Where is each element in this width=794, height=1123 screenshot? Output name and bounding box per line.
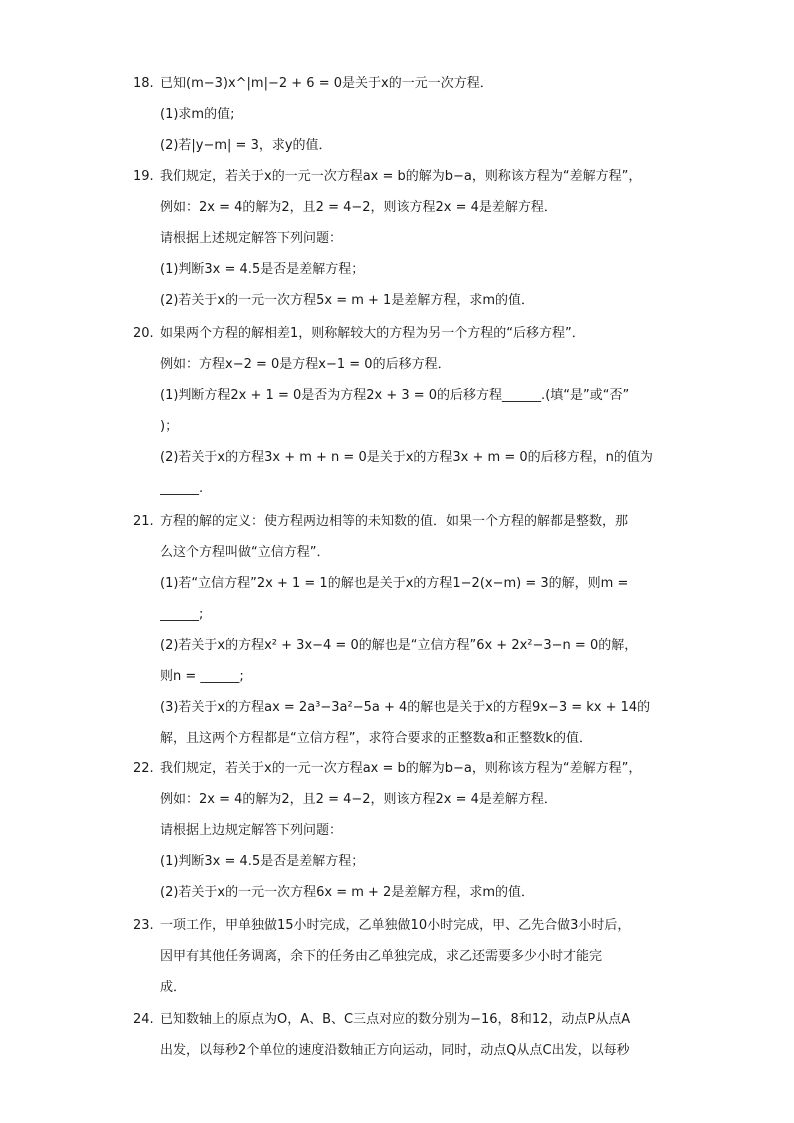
problem-text-line: 一项工作，甲单独做15小时完成，乙单独做10小时完成，甲、乙先合做3小时后， [160, 918, 631, 933]
problem-text-line: (1)判断3x = 4.5是否是差解方程； [160, 262, 365, 277]
problem-text-line: 因甲有其他任务调离，余下的任务由乙单独完成，求乙还需要多少小时才能完 [160, 949, 603, 964]
problem-text-line: 则n = ______; [160, 669, 244, 684]
problem-text-line: (2)若关于x的方程x² + 3x−4 = 0的解也是“立信方程”6x + 2x²−3−n = 0的解， [160, 638, 638, 653]
problem-text-line: )； [160, 419, 179, 434]
problem-text-line: 例如：2x = 4的解为2，且2 = 4−2，则该方程2x = 4是差解方程． [160, 792, 557, 807]
problem-text-line: (2)若关于x的一元一次方程5x = m + 1是差解方程，求m的值． [160, 293, 534, 308]
problem-number: 24. [133, 1012, 154, 1027]
problem-text-line: (1)求m的值; [160, 107, 235, 122]
problem-number: 20. [133, 326, 154, 341]
problem-text-line: 我们规定，若关于x的一元一次方程ax = b的解为b−a，则称该方程为“差解方程”， [160, 761, 642, 776]
problem-number: 21. [133, 514, 154, 529]
problem-text-line: 已知(m−3)x^|m|−2 + 6 = 0是关于x的一元一次方程． [160, 76, 493, 91]
problem-text-line: (2)若|y−m| = 3，求y的值． [160, 138, 332, 153]
problem-text-line: ______. [160, 481, 204, 496]
problem-text-line: 例如：2x = 4的解为2，且2 = 4−2，则该方程2x = 4是差解方程． [160, 200, 557, 215]
problem-text-line: 请根据上边规定解答下列问题： [160, 823, 343, 838]
problem-text-line: 成． [160, 980, 187, 995]
problem-text-line: ______; [160, 607, 204, 622]
problem-number: 18. [133, 76, 154, 91]
problem-text-line: 方程的解的定义：使方程两边相等的未知数的值．如果一个方程的解都是整数，那 [160, 514, 629, 529]
problem-number: 19. [133, 169, 154, 184]
problem-text-line: (3)若关于x的方程ax = 2a³−3a²−5a + 4的解也是关于x的方程9x−3 = kx + 14的 [160, 700, 651, 715]
problem-text-line: (1)判断3x = 4.5是否是差解方程； [160, 854, 365, 869]
problem-text-line: 如果两个方程的解相差1，则称解较大的方程为另一个方程的“后移方程”． [160, 326, 585, 341]
problem-number: 23. [133, 918, 154, 933]
problem-text-line: 例如：方程x−2 = 0是方程x−1 = 0的后移方程． [160, 357, 451, 372]
problem-text-line: 解，且这两个方程都是“立信方程”，求符合要求的正整数a和正整数k的值． [160, 731, 592, 746]
problem-text-line: 么这个方程叫做“立信方程”． [160, 545, 330, 560]
problem-text-line: 已知数轴上的原点为O，A、B、C三点对应的数分别为−16，8和12，动点P从点A [160, 1012, 631, 1027]
problem-text-line: (1)判断方程2x + 1 = 0是否为方程2x + 3 = 0的后移方程______.(填“是”或“否” [160, 388, 630, 403]
problem-text-line: (2)若关于x的一元一次方程6x = m + 2是差解方程，求m的值． [160, 885, 534, 900]
problem-text-line: (2)若关于x的方程3x + m + n = 0是关于x的方程3x + m = 0的后移方程，n的值为 [160, 450, 653, 465]
problem-text-line: (1)若“立信方程”2x + 1 = 1的解也是关于x的方程1−2(x−m) = 3的解，则m = [160, 576, 629, 591]
problem-text-line: 我们规定，若关于x的一元一次方程ax = b的解为b−a，则称该方程为“差解方程”， [160, 169, 642, 184]
problem-text-line: 请根据上述规定解答下列问题： [160, 231, 343, 246]
problem-number: 22. [133, 761, 154, 776]
problem-text-line: 出发，以每秒2个单位的速度沿数轴正方向运动，同时，动点Q从点C出发，以每秒 [160, 1043, 630, 1058]
